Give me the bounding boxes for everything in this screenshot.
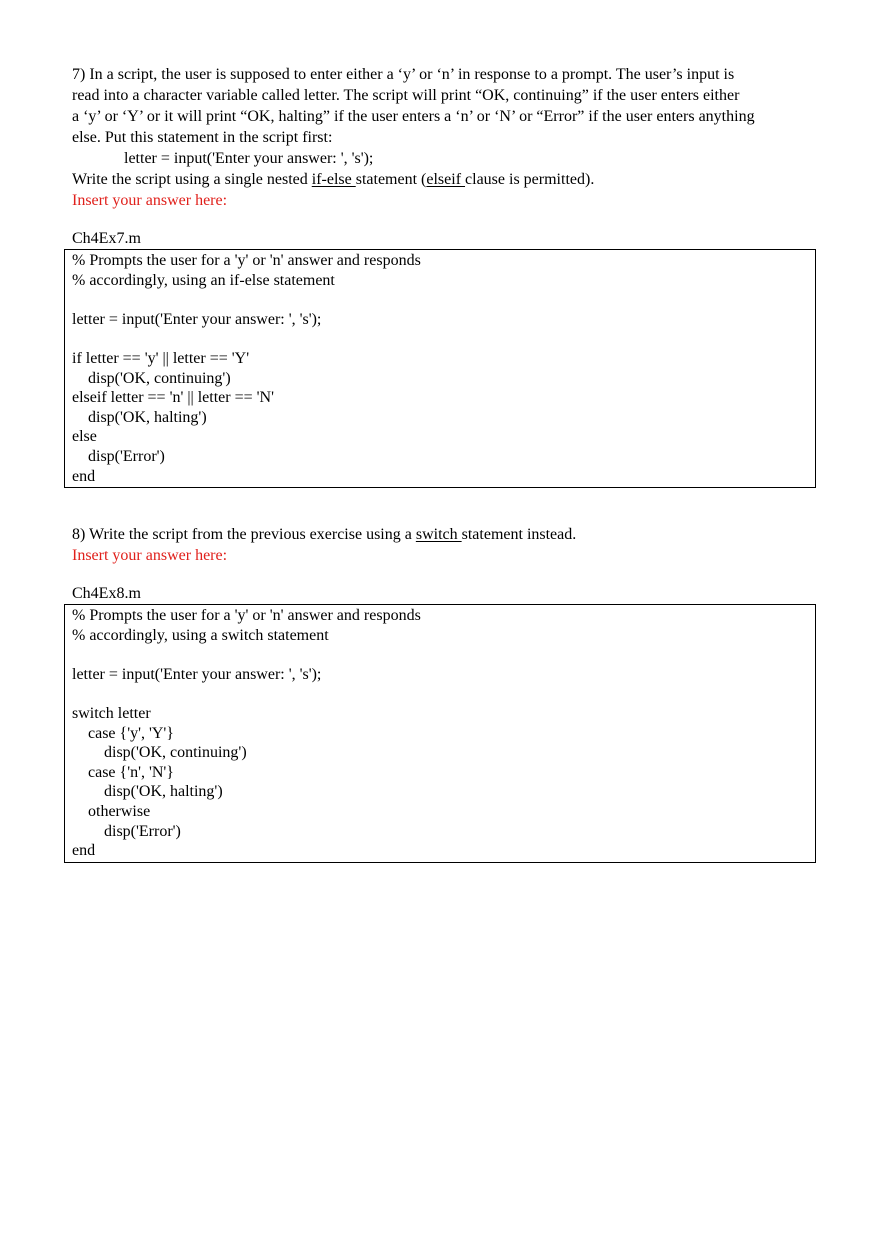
question-text-post: statement instead.	[461, 526, 577, 544]
code-line: otherwise	[72, 803, 151, 821]
exercise-7-code-box	[64, 249, 816, 488]
code-line: end	[72, 842, 96, 860]
code-line: letter = input('Enter your answer: ', 's');	[72, 310, 322, 328]
spacer	[72, 566, 818, 584]
exercise-7-filename: Ch4Ex7.m	[72, 230, 141, 247]
code-line: case {'y', 'Y'}	[72, 724, 174, 742]
exercise-8	[72, 524, 818, 863]
code-line: switch letter	[72, 705, 151, 723]
code-line: disp('Error')	[72, 447, 165, 465]
code-line: disp('Error')	[72, 822, 181, 840]
exercise-7-question-line-3: a ‘y’ or ‘Y’ or it will print “OK, halting” if the user enters a ‘n’ or ‘N’ or “Error” if the user enters anything	[72, 108, 755, 125]
code-line: letter = input('Enter your answer: ', 's');	[72, 665, 322, 683]
question-text-pre: 8) Write the script from the previous exercise using a	[72, 526, 416, 544]
code-line	[72, 645, 808, 665]
code-line: disp('OK, halting')	[72, 408, 207, 426]
code-line: elseif letter == 'n' || letter == 'N'	[72, 389, 274, 407]
keyword-switch: switch	[415, 526, 462, 544]
code-line: % accordingly, using an if-else statement	[72, 271, 335, 289]
code-line: disp('OK, continuing')	[72, 744, 247, 762]
code-line: % Prompts the user for a 'y' or 'n' answer and responds	[72, 252, 421, 269]
code-line: % Prompts the user for a 'y' or 'n' answer and responds	[72, 607, 421, 625]
exercise-7	[72, 64, 818, 488]
exercise-7-question-line-4: else. Put this statement in the script first:	[72, 129, 333, 146]
instruction-text-mid: statement (	[355, 171, 427, 188]
instruction-text-pre: Write the script using a single nested	[72, 171, 312, 188]
code-line: disp('OK, halting')	[72, 783, 223, 801]
exercise-7-question-line-2: read into a character variable called letter. The script will print “OK, continuing” if the user enters either	[72, 87, 740, 104]
exercise-7-answer-prompt: Insert your answer here:	[72, 192, 228, 209]
code-line	[72, 685, 808, 705]
code-line: if letter == 'y' || letter == 'Y'	[72, 349, 250, 367]
code-line: else	[72, 428, 97, 446]
spacer	[72, 211, 818, 229]
code-line	[72, 290, 808, 310]
exercise-7-instruction	[72, 169, 818, 190]
code-line	[72, 329, 808, 349]
exercise-8-code-box	[64, 604, 816, 863]
keyword-elseif: elseif	[426, 171, 466, 188]
code-line: end	[72, 467, 96, 485]
exercise-7-question-line-1: 7) In a script, the user is supposed to enter either a ‘y’ or ‘n’ in response to a prompt. The user’s input is	[72, 66, 735, 83]
exercise-8-answer-prompt: Insert your answer here:	[72, 547, 228, 565]
code-line: disp('OK, continuing')	[72, 369, 231, 387]
keyword-if-else: if-else	[311, 171, 356, 188]
exercise-8-question	[72, 524, 818, 545]
exercise-8-filename: Ch4Ex8.m	[72, 585, 141, 603]
exercise-7-starter-statement: letter = input('Enter your answer: ', 's');	[124, 150, 374, 167]
document-page	[72, 64, 818, 863]
instruction-text-post: clause is permitted).	[465, 171, 595, 188]
code-line: case {'n', 'N'}	[72, 763, 174, 781]
code-line: % accordingly, using a switch statement	[72, 626, 329, 644]
